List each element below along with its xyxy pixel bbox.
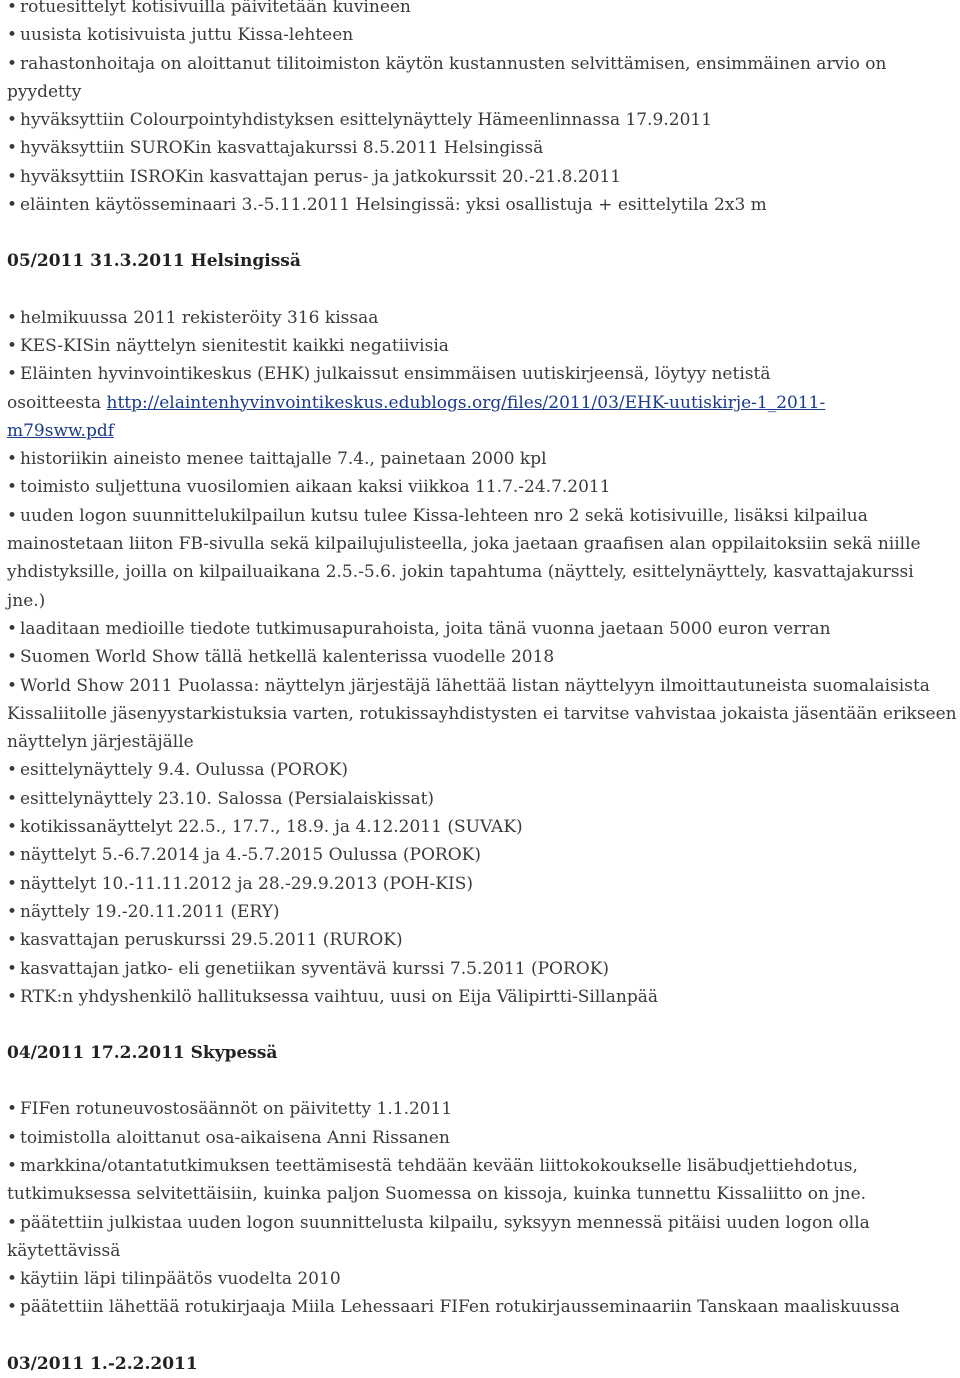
bullet-icon: • [7,901,18,922]
list-item: • Suomen World Show tällä hetkellä kalenterissa vuodelle 2018 [7,643,960,671]
list-item: • rahastonhoitaja on aloittanut tilitoimiston käytön kustannusten selvittämisen, ensimmäinen arvio on [7,50,960,78]
top-list [7,0,960,219]
section-04-list [7,1095,960,1321]
list-item-continuation: osoitteesta http://elaintenhyvinvointikeskus.edublogs.org/files/2011/03/EHK-uutiskirje-1_2011- [7,392,826,413]
spacer [7,276,960,304]
list-item: • toimistolla aloittanut osa-aikaisena Anni Rissanen [7,1124,960,1152]
bullet-icon: • [7,449,18,470]
bullet-icon: • [7,788,18,809]
list-item: • päätettiin lähettää rotukirjaaja Miila Lehessaari FIFen rotukirjausseminaariin Tanskaan maaliskuussa [7,1293,960,1321]
list-item: • helmikuussa 2011 rekisteröity 316 kissaa [7,304,960,332]
bullet-icon: • [7,335,18,356]
list-item: • eläinten käytösseminaari 3.-5.11.2011 Helsingissä: yksi osallistuja + esittelytila 2x3 m [7,191,960,219]
bullet-icon: • [7,845,18,866]
bullet-icon: • [7,817,18,838]
list-item: • rotuesittelyt kotisivuilla päivitetään kuvineen [7,0,960,21]
bullet-icon: • [7,647,18,668]
list-item: • uusista kotisivuista juttu Kissa-lehteen [7,21,960,49]
list-item-continuation [7,417,960,445]
bullet-icon: • [7,364,18,385]
list-item: • kasvattajan jatko- eli genetiikan syventävä kurssi 7.5.2011 (POROK) [7,955,960,983]
bullet-icon: • [7,986,18,1007]
bullet-icon: • [7,1099,18,1120]
bullet-icon: • [7,760,18,781]
list-item: • hyväksyttiin SUROKin kasvattajakurssi 8.5.2011 Helsingissä [7,134,960,162]
bullet-icon: • [7,0,18,17]
bullet-icon: • [7,1212,18,1233]
list-item: • uuden logon suunnittelukilpailun kutsu tulee Kissa-lehteen nro 2 sekä kotisivuille, lisäksi kilpailua [7,502,960,530]
list-item: • päätettiin julkistaa uuden logon suunnittelusta kilpailu, syksyyn mennessä pitäisi uuden logon olla [7,1209,960,1237]
ehk-newsletter-link-continuation[interactable]: m79sww.pdf [7,420,115,441]
list-item-continuation: Kissaliitolle jäsenyystarkistuksia varten, rotukissayhdistysten ei tarvitse vahvistaa jokaista jäsentään erikseen [7,703,957,724]
spacer [7,219,960,247]
list-item: • hyväksyttiin ISROKin kasvattajan perus- ja jatkokurssit 20.-21.8.2011 [7,163,960,191]
list-item: • Eläinten hyvinvointikeskus (EHK) julkaissut ensimmäisen uutiskirjeensä, löytyy netistä [7,360,960,388]
list-item: • näyttely 19.-20.11.2011 (ERY) [7,898,960,926]
section-heading-03-2011: 03/2011 1.-2.2.2011 [7,1353,198,1374]
ehk-newsletter-link[interactable]: http://elaintenhyvinvointikeskus.edublogs.org/files/2011/03/EHK-uutiskirje-1_2011- [106,392,826,413]
list-item: • näyttelyt 5.-6.7.2014 ja 4.-5.7.2015 Oulussa (POROK) [7,841,960,869]
list-item: • esittelynäyttely 23.10. Salossa (Persialaiskissat) [7,785,960,813]
list-item: • käytiin läpi tilinpäätös vuodelta 2010 [7,1265,960,1293]
list-item-continuation: mainostetaan liiton FB-sivulla sekä kilpailujulisteella, joka jaetaan graafisen alan oppilaitoksiin sekä niille [7,534,921,555]
bullet-icon: • [7,138,18,159]
list-item: • World Show 2011 Puolassa: näyttelyn järjestäjä lähettää listan näyttelyyn ilmoittautuneista suomalaisista [7,672,960,700]
bullet-icon: • [7,958,18,979]
spacer [7,1322,960,1350]
list-item: • näyttelyt 10.-11.11.2012 ja 28.-29.9.2013 (POH-KIS) [7,870,960,898]
section-05-list [7,304,960,1011]
list-item: • FIFen rotuneuvostosäännöt on päivitetty 1.1.2011 [7,1095,960,1123]
bullet-icon: • [7,25,18,46]
list-item: • hyväksyttiin Colourpointyhdistyksen esittelynäyttely Hämeenlinnassa 17.9.2011 [7,106,960,134]
list-item-continuation: jne.) [7,590,46,611]
list-item-continuation: näyttelyn järjestäjälle [7,732,194,753]
bullet-icon: • [7,1297,18,1318]
bullet-icon: • [7,675,18,696]
document-page [7,0,960,1378]
list-item: • kasvattajan peruskurssi 29.5.2011 (RUROK) [7,926,960,954]
bullet-icon: • [7,505,18,526]
list-item: • historiikin aineisto menee taittajalle 7.4., painetaan 2000 kpl [7,445,960,473]
bullet-icon: • [7,307,18,328]
bullet-icon: • [7,53,18,74]
bullet-icon: • [7,930,18,951]
list-item-continuation: tutkimuksessa selvitettäisiin, kuinka paljon Suomessa on kissoja, kuinka tunnettu Kissaliitto on jne. [7,1184,867,1205]
list-item: • KES-KISin näyttelyn sienitestit kaikki negatiivisia [7,332,960,360]
list-item: • markkina/otantatutkimuksen teettämisestä tehdään kevään liittokokoukselle lisäbudjettiehdotus, [7,1152,960,1180]
bullet-icon: • [7,477,18,498]
list-item-continuation: pyydetty [7,81,82,102]
list-item: • RTK:n yhdyshenkilö hallituksessa vaihtuu, uusi on Eija Välipirtti-Sillanpää [7,983,960,1011]
list-item: • toimisto suljettuna vuosilomien aikaan kaksi viikkoa 11.7.-24.7.2011 [7,473,960,501]
spacer [7,1067,960,1095]
list-item: • esittelynäyttely 9.4. Oulussa (POROK) [7,756,960,784]
bullet-icon: • [7,195,18,216]
list-item-continuation: yhdistyksille, joilla on kilpailuaikana 2.5.-5.6. jokin tapahtuma (näyttely, esittelynäyttely, kasvattajakurssi [7,562,914,583]
list-item: • laaditaan medioille tiedote tutkimusapurahoista, joita tänä vuonna jaetaan 5000 euron verran [7,615,960,643]
spacer [7,1011,960,1039]
list-item-continuation: käytettävissä [7,1240,121,1261]
bullet-icon: • [7,110,18,131]
section-heading-04-2011: 04/2011 17.2.2011 Skypessä [7,1043,278,1064]
bullet-icon: • [7,1155,18,1176]
bullet-icon: • [7,1269,18,1290]
bullet-icon: • [7,873,18,894]
list-item: • kotikissanäyttelyt 22.5., 17.7., 18.9. ja 4.12.2011 (SUVAK) [7,813,960,841]
bullet-icon: • [7,1127,18,1148]
bullet-icon: • [7,166,18,187]
bullet-icon: • [7,618,18,639]
section-heading-05-2011: 05/2011 31.3.2011 Helsingissä [7,251,301,272]
